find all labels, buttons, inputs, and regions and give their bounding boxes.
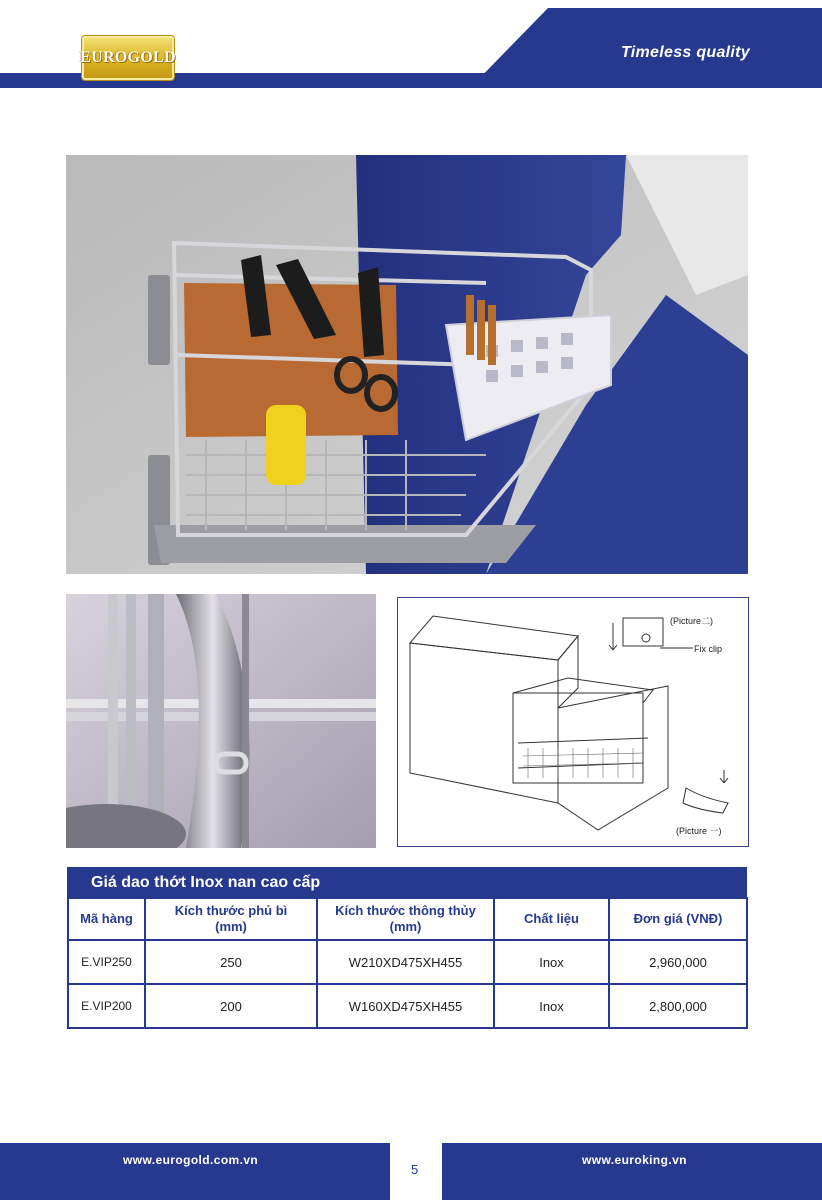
header-material: Chất liệu [494, 898, 609, 940]
product-table [67, 867, 747, 1029]
header-cover-size-line2: (mm) [215, 919, 247, 934]
installation-diagram [397, 597, 749, 847]
table-row [68, 940, 747, 984]
header-clear-size [317, 898, 494, 940]
product-photo-main [66, 155, 748, 574]
eurogold-website-link[interactable]: www.eurogold.com.vn [123, 1153, 259, 1167]
fix-clip-label: Fix clip [694, 644, 723, 654]
cell-code: E.VIP200 [68, 984, 145, 1028]
header-clear-size-line1: Kích thước thông thủy [335, 903, 476, 918]
header-clear-size-line2: (mm) [389, 919, 422, 934]
table-header-row [68, 898, 747, 940]
eurogold-logo[interactable] [82, 36, 174, 80]
price-table [67, 897, 748, 1029]
cell-code: E.VIP250 [68, 940, 145, 984]
slogan: Timeless quality [621, 44, 751, 61]
table-title: Giá dao thớt Inox nan cao cấp [67, 867, 747, 897]
footer-left-band [0, 1143, 390, 1200]
page-number: 5 [411, 1162, 419, 1177]
header-cover-size [145, 898, 317, 940]
table-row [68, 984, 747, 1028]
logo-text: EUROGOLD [80, 49, 176, 66]
cell-cover-size: 250 [145, 940, 317, 984]
cell-price: 2,800,000 [609, 984, 747, 1028]
header-code: Mã hàng [68, 898, 145, 940]
cell-price: 2,960,000 [609, 940, 747, 984]
cell-material: Inox [494, 940, 609, 984]
footer-right-band [442, 1143, 822, 1200]
cell-clear-size: W160XD475XH455 [317, 984, 494, 1028]
cell-cover-size: 200 [145, 984, 317, 1028]
picture-two-label: (Picture二) [670, 616, 714, 626]
header-price: Đơn giá (VNĐ) [609, 898, 747, 940]
cell-clear-size: W210XD475XH455 [317, 940, 494, 984]
cell-material: Inox [494, 984, 609, 1028]
product-photo-detail [66, 594, 376, 848]
header-cover-size-line1: Kích thước phủ bì [174, 903, 288, 918]
picture-one-label: (Picture 一) [676, 826, 722, 836]
euroking-website-link[interactable]: www.euroking.vn [582, 1153, 687, 1167]
